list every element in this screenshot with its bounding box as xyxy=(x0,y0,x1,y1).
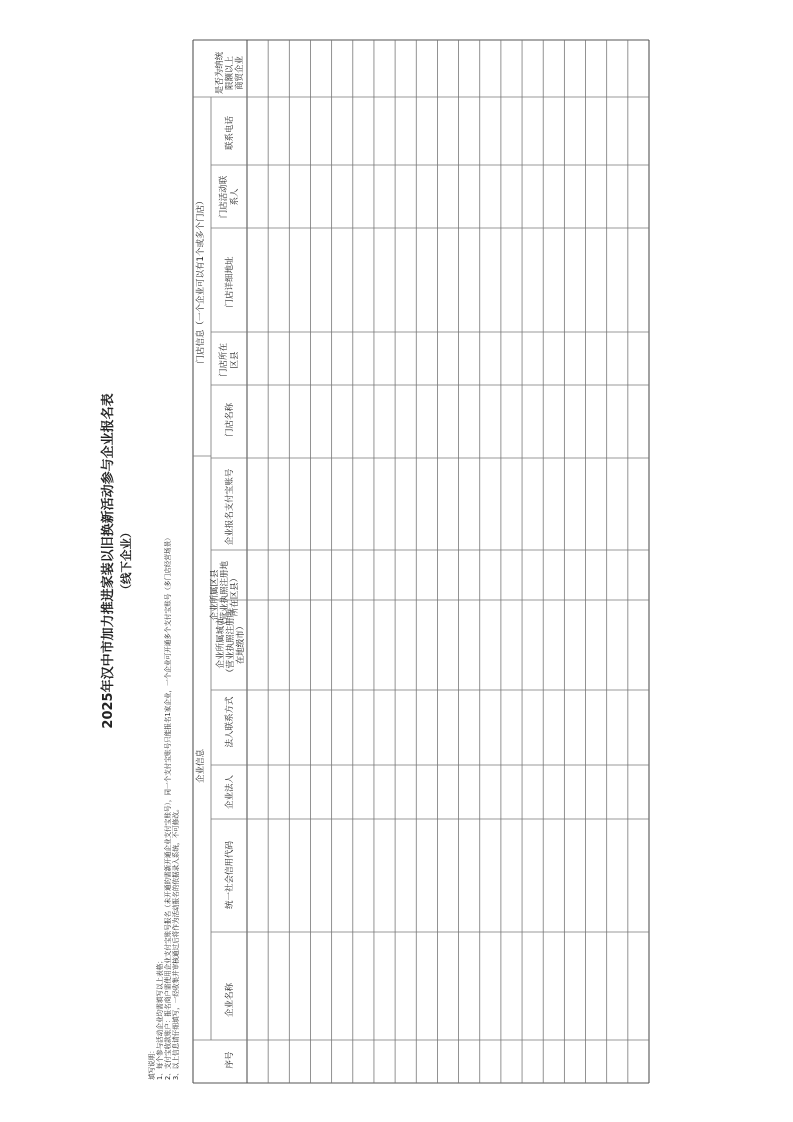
col-header-city-line-1: 企业所属城市 xyxy=(216,617,226,669)
note-item-3: 3、以上信息请仔细填写，一经收集并审核通过后将作为活动报名的依据录入系统，不可修改。 xyxy=(172,805,180,1080)
col-header-phone: 联系电话 xyxy=(225,115,235,151)
col-header-district-line-2: （营业执照注册地 xyxy=(220,560,230,630)
col-header-store-address: 门店详细地址 xyxy=(225,256,235,308)
col-header-store-district-line-2: 区县 xyxy=(230,351,240,369)
col-header-store-contact-line-2: 系人 xyxy=(230,188,240,206)
col-header-legal-contact: 法人联系方式 xyxy=(225,696,235,748)
col-header-city-line-3: 在地级市） xyxy=(236,621,246,665)
group-header-enterprise: 企业信息 xyxy=(196,748,206,784)
col-header-store-contact-line-1: 门店活动联 xyxy=(219,175,229,219)
title-block xyxy=(100,393,133,728)
col-header-above-scale-line-2: 限额以上 xyxy=(225,55,235,91)
col-header-store-district-line-1: 门店所在 xyxy=(219,342,229,378)
col-header-above-scale xyxy=(214,51,245,94)
table-header xyxy=(195,51,246,1068)
col-header-store-name: 门店名称 xyxy=(225,402,235,438)
col-header-seq: 序号 xyxy=(225,1051,235,1069)
group-header-store: 门店信息（一个企业可以有1个或多个门店） xyxy=(196,196,206,364)
notes-heading: 填写说明： xyxy=(148,1047,156,1080)
col-header-city-line-2: （营业执照注册所 xyxy=(226,608,236,678)
form-subtitle: （线下企业） xyxy=(119,526,133,596)
col-header-legal-person: 企业法人 xyxy=(225,774,235,810)
col-header-district-line-3: 所在区县） xyxy=(230,573,240,617)
col-header-above-scale-line-1: 是否为纳统 xyxy=(215,51,225,95)
col-header-alipay: 企业报名支付宝账号 xyxy=(225,468,235,546)
col-header-credit-code: 统一社会信用代码 xyxy=(225,840,235,910)
col-header-company-name: 企业名称 xyxy=(225,982,235,1018)
col-header-district-line-1: 企业所属区县 xyxy=(210,569,220,621)
note-item-2: 2、支付宝收款账户：报名商户需使用企业支付宝账号报名（未开通的需新开通企业支付宝账号），同一个支付宝账号只能报名1家企业，一个企业可开通多个支付宝账号（多门店经营场景） xyxy=(164,534,172,1080)
col-header-store-contact xyxy=(218,175,240,218)
note-item-1: 1、每个参与活动企业均需填写以上表格； xyxy=(156,957,164,1080)
registration-table xyxy=(193,40,649,1083)
col-header-store-district xyxy=(218,343,240,378)
filling-notes xyxy=(147,534,181,1080)
col-header-above-scale-line-3: 商贸企业 xyxy=(235,55,245,91)
form-title: 2025年汉中市加力推进家装以旧换新活动参与企业报名表 xyxy=(101,393,116,729)
